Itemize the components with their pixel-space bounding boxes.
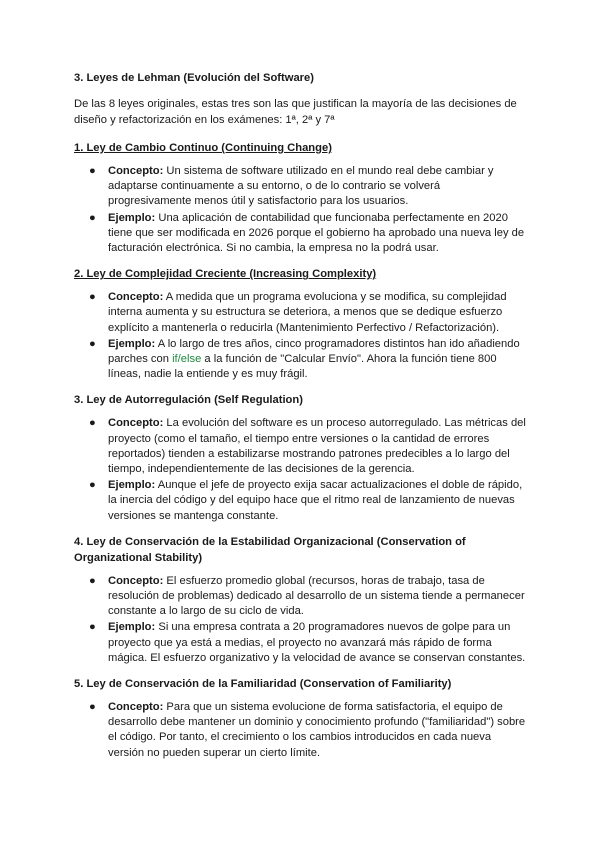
- ejemplo-text-end: a la función de "Calcular Envío". Ahora la función tiene 800 líneas, nadie la entiende y es muy frágil.: [108, 353, 497, 381]
- inline-code: if/else: [172, 353, 202, 366]
- concepto-text: El esfuerzo promedio global (recursos, horas de trabajo, tasa de resolución de problemas) dedicado al desarrollo de un sistema tiende a permanecer constante a lo largo de su ciclo de vida.: [108, 574, 525, 618]
- bullet-icon: ●: [89, 211, 96, 224]
- section-4-heading: 4. Ley de Conservación de la Estabilidad Organizacional (Conservation of Organizational Stability): [74, 535, 466, 564]
- concepto-label: Concepto:: [108, 417, 164, 430]
- section-4-list: [74, 574, 526, 666]
- section-1-heading: 1. Ley de Cambio Continuo (Continuing Change): [74, 142, 332, 154]
- list-item: [74, 620, 526, 666]
- section-1-list: [74, 164, 526, 256]
- section-5-heading: 5. Ley de Conservación de la Familiaridad (Conservation of Familiarity): [74, 678, 452, 691]
- list-item: [74, 290, 526, 336]
- concepto-text: La evolución del software es un proceso autorregulado. Las métricas del proyecto (como el tamaño, el tiempo entre versiones o la cantidad de errores reportados) tienden a estabilizarse mostrando patrones predecibles a lo largo del tiempo, independientemente de las decisiones de la gerencia.: [108, 417, 526, 476]
- list-item: [74, 700, 526, 761]
- section-3-heading: 3. Ley de Autorregulación (Self Regulation): [74, 394, 303, 407]
- bullet-icon: ●: [89, 479, 96, 492]
- bullet-icon: ●: [89, 701, 96, 714]
- section-2-list: [74, 290, 526, 382]
- concepto-text: A medida que un programa evoluciona y se modifica, su complejidad interna aumenta y su estructura se deteriora, a menos que se dedique esfuerzo explícito a mantenerla o reducirla (Mantenimiento Perfectivo / Refactorización).: [108, 291, 507, 334]
- ejemplo-text: Si una empresa contrata a 20 programadores nuevos de golpe para un proyecto que ya está a medias, el proyecto no avanzará más rápido de forma mágica. El esfuerzo organizativo y la velocidad de avance se conservan constantes.: [108, 621, 526, 664]
- concepto-label: Concepto:: [108, 701, 164, 714]
- concepto-label: Concepto:: [108, 574, 164, 587]
- ejemplo-label: Ejemplo:: [108, 479, 156, 492]
- list-item: [74, 211, 526, 257]
- ejemplo-text: Aunque el jefe de proyecto exija sacar actualizaciones el doble de rápido, la inercia del código y del equipo hace que el ritmo real de lanzamiento de nuevas versiones se mantenga constante.: [108, 479, 523, 522]
- section-3-list: [74, 416, 526, 523]
- list-item: [74, 574, 526, 620]
- bullet-icon: ●: [89, 165, 96, 177]
- list-item: [74, 416, 526, 477]
- concepto-label: Concepto:: [108, 165, 164, 177]
- intro-paragraph: De las 8 leyes originales, estas tres son las que justifican la mayoría de las decisiones de diseño y refactorización en los exámenes: 1ª, 2ª y 7ª: [74, 98, 517, 126]
- ejemplo-text: Una aplicación de contabilidad que funcionaba perfectamente en 2020 tiene que ser modificada en 2026 porque el gobierno ha aprobado una nueva ley de facturación electrónica. Si no cambia, la empresa no la podrá usar.: [108, 211, 525, 255]
- list-item: [74, 478, 526, 524]
- ejemplo-label: Ejemplo:: [108, 621, 156, 634]
- bullet-icon: ●: [89, 291, 96, 304]
- section-2-heading: 2. Ley de Complejidad Creciente (Increasing Complexity): [74, 268, 377, 281]
- bullet-icon: ●: [89, 574, 96, 587]
- bullet-icon: ●: [89, 417, 96, 430]
- bullet-icon: ●: [89, 337, 96, 350]
- ejemplo-label: Ejemplo:: [108, 337, 156, 350]
- document-title: 3. Leyes de Lehman (Evolución del Software): [74, 72, 314, 84]
- concepto-label: Concepto:: [108, 291, 164, 304]
- ejemplo-label: Ejemplo:: [108, 211, 156, 224]
- list-item: [74, 337, 526, 383]
- concepto-text: Para que un sistema evolucione de forma satisfactoria, el equipo de desarrollo debe mantener un dominio y conocimiento profundo ("familiaridad") sobre el código. Por tanto, el crecimiento o los cambios introducidos en cada nueva versión no pueden superar un cierto límite.: [108, 701, 526, 759]
- section-5-list: [74, 700, 526, 761]
- list-item: [74, 164, 526, 210]
- concepto-text: Un sistema de software utilizado en el mundo real debe cambiar y adaptarse continuamente a su entorno, o de lo contrario se volverá progresivamente menos útil y satisfactorio para los usuarios.: [108, 165, 494, 208]
- ejemplo-text-start: A lo largo de tres años, cinco programadores distintos han ido añadiendo parches con: [108, 337, 520, 366]
- bullet-icon: ●: [89, 621, 96, 634]
